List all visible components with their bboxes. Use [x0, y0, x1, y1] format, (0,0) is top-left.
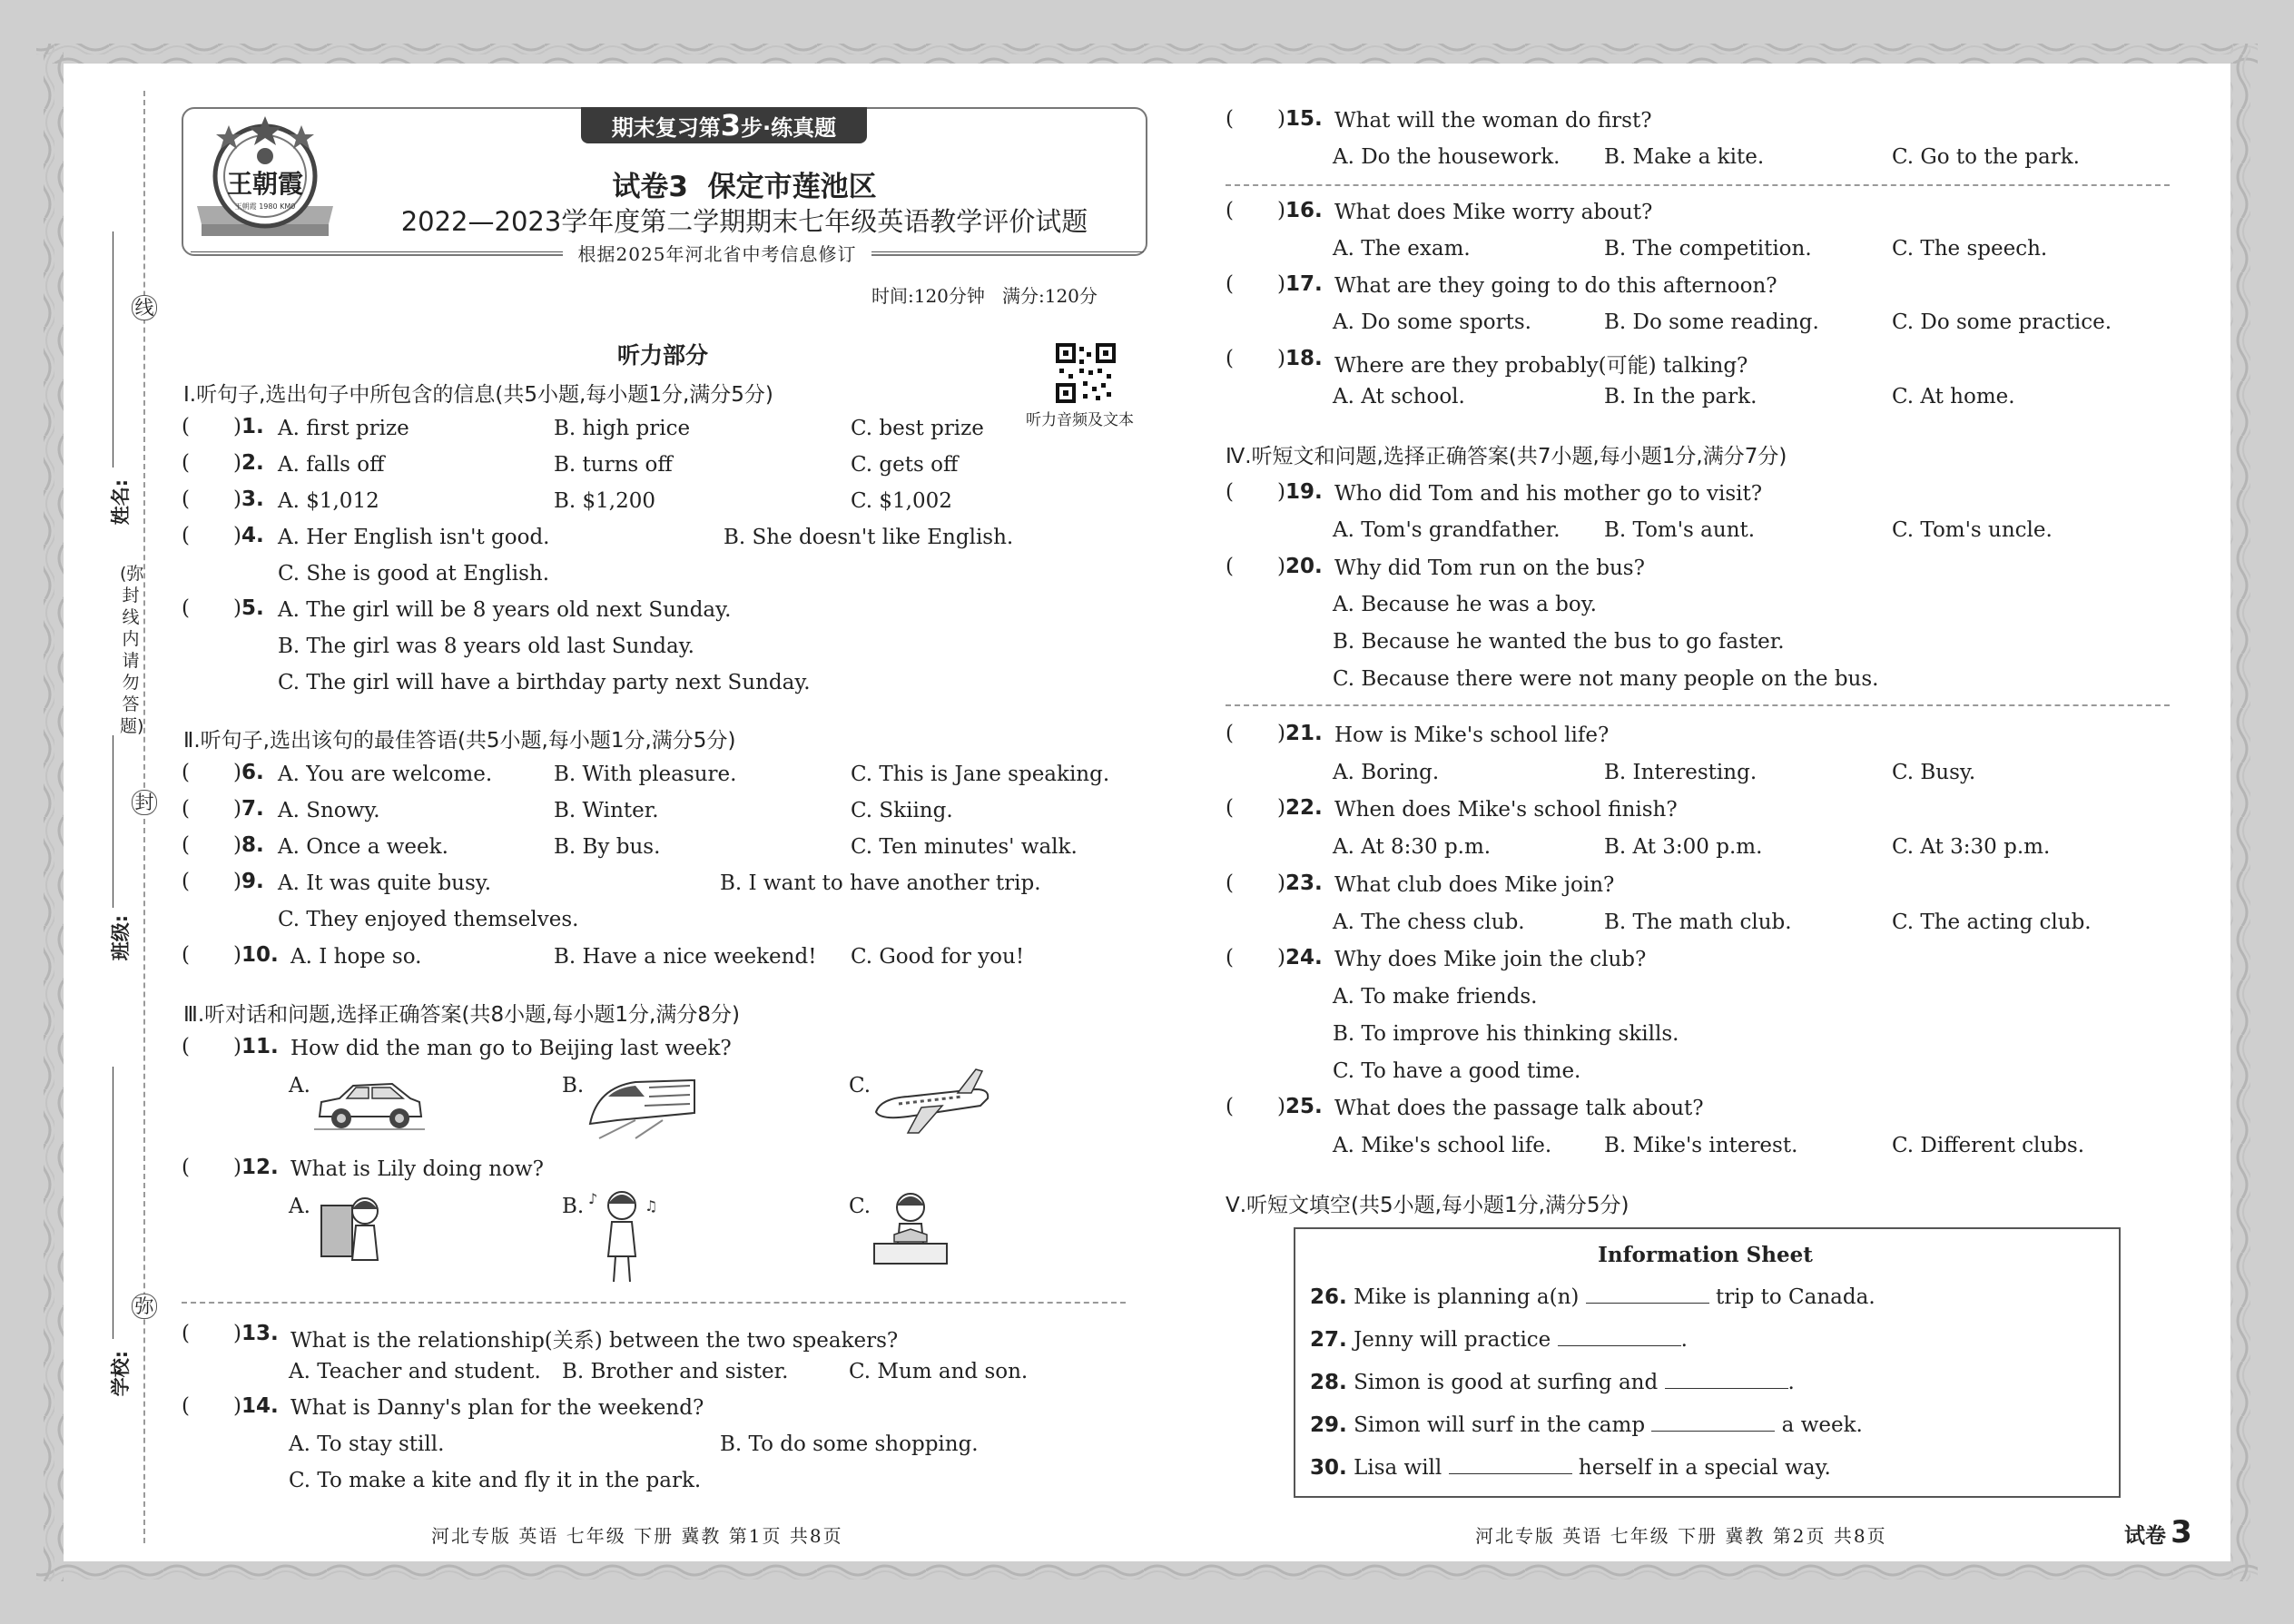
q15-option-b[interactable]: B. Make a kite.	[1604, 145, 1765, 169]
q23-option-c[interactable]: C. The acting club.	[1892, 910, 2092, 934]
q17-option-c[interactable]: C. Do some practice.	[1892, 310, 2112, 334]
q6-option-a[interactable]: A. You are welcome.	[278, 763, 493, 786]
q14-option-b[interactable]: B. To do some shopping.	[720, 1432, 979, 1456]
q6-option-c[interactable]: C. This is Jane speaking.	[851, 763, 1110, 786]
q23-option-a[interactable]: A. The chess club.	[1333, 910, 1525, 934]
q9-option-b[interactable]: B. I want to have another trip.	[720, 871, 1041, 895]
section-4-heading: Ⅳ.听短文和问题,选择正确答案(共7小题,每小题1分,满分7分)	[1226, 445, 1787, 468]
binding-mark-feng: 封	[132, 790, 157, 815]
time-score: 时间:120分钟 满分:120分	[871, 285, 1098, 307]
q8-option-a[interactable]: A. Once a week.	[278, 835, 448, 859]
q18-question: Where are they probably(可能) talking?	[1334, 354, 1748, 378]
q2-option-c[interactable]: C. gets off	[851, 453, 959, 477]
q19-option-b[interactable]: B. Tom's aunt.	[1604, 518, 1756, 542]
q19-option-a[interactable]: A. Tom's grandfather.	[1333, 518, 1561, 542]
section-divider	[1226, 184, 2170, 186]
answer-paren[interactable]: ( )23.	[1226, 871, 1323, 895]
q3-option-c[interactable]: C. $1,002	[851, 489, 952, 513]
q7-option-c[interactable]: C. Skiing.	[851, 799, 953, 822]
q3-option-a[interactable]: A. $1,012	[278, 489, 379, 513]
paper-badge: 试卷 3	[2124, 1514, 2192, 1550]
q5-option-b[interactable]: B. The girl was 8 years old last Sunday.	[278, 635, 694, 658]
answer-paren[interactable]: ( )20.	[1226, 555, 1323, 578]
school-label: 学校:	[110, 1350, 132, 1397]
q2-option-a[interactable]: A. falls off	[278, 453, 385, 477]
q1-option-b[interactable]: B. high price	[554, 417, 691, 440]
class-label: 班级:	[110, 914, 132, 961]
blank-30[interactable]	[1449, 1473, 1572, 1474]
info-line-29: 29. Simon will surf in the camp a week.	[1310, 1413, 1863, 1437]
q8-option-c[interactable]: C. Ten minutes' walk.	[851, 835, 1078, 859]
footer-right: 河北专版 英语 七年级 下册 冀教 第2页 共8页	[1475, 1525, 1887, 1547]
q1-option-a[interactable]: A. first prize	[278, 417, 409, 440]
q13-option-a[interactable]: A. Teacher and student.	[289, 1360, 541, 1383]
answer-paren[interactable]: ( )6.	[182, 761, 264, 784]
q8-option-b[interactable]: B. By bus.	[554, 835, 661, 859]
q11-question: How did the man go to Beijing last week?	[290, 1037, 732, 1060]
q9-option-c[interactable]: C. They enjoyed themselves.	[278, 908, 579, 931]
q24-option-a[interactable]: A. To make friends.	[1333, 985, 1538, 1009]
info-line-27: 27. Jenny will practice .	[1310, 1328, 1688, 1352]
answer-paren[interactable]: ( )24.	[1226, 946, 1323, 969]
q12-question: What is Lily doing now?	[290, 1157, 544, 1181]
answer-paren[interactable]: ( )3.	[182, 487, 264, 511]
name-label: 姓名:	[110, 478, 132, 526]
q24-option-b[interactable]: B. To improve his thinking skills.	[1333, 1022, 1679, 1046]
info-sheet-title: Information Sheet	[1598, 1243, 1813, 1267]
girl-reading-image[interactable]	[867, 1187, 953, 1274]
q9-option-a[interactable]: A. It was quite busy.	[278, 871, 492, 895]
q15-option-c[interactable]: C. Go to the park.	[1892, 145, 2080, 169]
q19-option-c[interactable]: C. Tom's uncle.	[1892, 518, 2053, 542]
train-image[interactable]	[581, 1069, 699, 1142]
qr-code-icon[interactable]	[1056, 343, 1116, 403]
q21-option-b[interactable]: B. Interesting.	[1604, 761, 1757, 784]
q11-option-a[interactable]: A.	[289, 1074, 310, 1097]
q21-option-c[interactable]: C. Busy.	[1892, 761, 1976, 784]
q25-option-c[interactable]: C. Different clubs.	[1892, 1134, 2085, 1157]
answer-paren[interactable]: ( )17.	[1226, 272, 1323, 296]
blank-28[interactable]	[1665, 1388, 1788, 1389]
q22-option-b[interactable]: B. At 3:00 p.m.	[1604, 835, 1763, 859]
answer-paren[interactable]: ( )16.	[1226, 199, 1323, 222]
header-banner: 期末复习第3步·练真题	[581, 107, 867, 143]
q16-question: What does Mike worry about?	[1334, 201, 1653, 224]
revision-note: 根据2025年河北省中考信息修订	[563, 240, 871, 266]
exam-subtitle: 2022—2023学年度第二学期期末七年级英语教学评价试题	[400, 206, 1088, 237]
q6-option-b[interactable]: B. With pleasure.	[554, 763, 737, 786]
svg-text:王朝霞: 王朝霞	[226, 169, 304, 199]
q20-option-a[interactable]: A. Because he was a boy.	[1333, 593, 1597, 616]
girl-painting-image[interactable]	[318, 1189, 390, 1275]
q14-option-a[interactable]: A. To stay still.	[289, 1432, 445, 1456]
answer-paren[interactable]: ( )21.	[1226, 722, 1323, 745]
q12-option-a[interactable]: A.	[289, 1195, 310, 1218]
q16-option-b[interactable]: B. The competition.	[1604, 237, 1812, 261]
listening-heading: 听力部分	[616, 342, 708, 369]
q1-option-c[interactable]: C. best prize	[851, 417, 984, 440]
answer-paren[interactable]: ( )12.	[182, 1156, 279, 1179]
q3-option-b[interactable]: B. $1,200	[554, 489, 656, 513]
section-1-heading: Ⅰ.听句子,选出句子中所包含的信息(共5小题,每小题1分,满分5分)	[183, 383, 773, 407]
svg-text:♪: ♪	[588, 1190, 598, 1207]
q25-question: What does the passage talk about?	[1334, 1097, 1704, 1120]
answer-paren[interactable]: ( )14.	[182, 1394, 279, 1418]
q23-question: What club does Mike join?	[1334, 873, 1615, 897]
q15-option-a[interactable]: A. Do the housework.	[1333, 145, 1561, 169]
q13-question: What is the relationship(关系) between the two speakers?	[290, 1329, 899, 1353]
q14-question: What is Danny's plan for the weekend?	[290, 1396, 704, 1420]
q16-option-c[interactable]: C. The speech.	[1892, 237, 2048, 261]
q16-option-a[interactable]: A. The exam.	[1333, 237, 1471, 261]
q10-option-b[interactable]: B. Have a nice weekend!	[554, 945, 817, 969]
q17-option-b[interactable]: B. Do some reading.	[1604, 310, 1819, 334]
q22-option-a[interactable]: A. At 8:30 p.m.	[1333, 835, 1492, 859]
blank-29[interactable]	[1651, 1431, 1775, 1432]
qr-caption: 听力音频及文本	[1026, 411, 1134, 429]
answer-paren[interactable]: ( )5.	[182, 596, 264, 620]
q5-option-a[interactable]: A. The girl will be 8 years old next Sunday.	[278, 598, 732, 622]
q17-question: What are they going to do this afternoon?	[1334, 274, 1777, 298]
section-5-heading: Ⅴ.听短文填空(共5小题,每小题1分,满分5分)	[1226, 1194, 1629, 1217]
q25-option-b[interactable]: B. Mike's interest.	[1604, 1134, 1798, 1157]
answer-paren[interactable]: ( )18.	[1226, 347, 1323, 370]
q20-question: Why did Tom run on the bus?	[1334, 556, 1645, 580]
svg-text:王朝霞 1980 KM0: 王朝霞 1980 KM0	[234, 202, 296, 211]
q20-option-b[interactable]: B. Because he wanted the bus to go faster.	[1333, 630, 1785, 654]
exam-title: 试卷3 保定市莲池区	[612, 171, 877, 203]
svg-text:♫: ♫	[645, 1197, 658, 1215]
blank-27[interactable]	[1558, 1345, 1681, 1346]
q11-option-c[interactable]: C.	[849, 1074, 871, 1097]
q24-question: Why does Mike join the club?	[1334, 948, 1647, 971]
q10-option-a[interactable]: A. I hope so.	[290, 945, 422, 969]
q11-option-b[interactable]: B.	[562, 1074, 585, 1097]
airplane-image[interactable]	[871, 1062, 994, 1139]
q13-option-c[interactable]: C. Mum and son.	[849, 1360, 1029, 1383]
answer-paren[interactable]: ( )7.	[182, 797, 264, 821]
binding-mark-mi: 弥	[132, 1294, 157, 1319]
q15-question: What will the woman do first?	[1334, 109, 1652, 133]
car-image[interactable]	[312, 1073, 426, 1137]
footer-left: 河北专版 英语 七年级 下册 冀教 第1页 共8页	[431, 1525, 843, 1547]
q25-option-a[interactable]: A. Mike's school life.	[1333, 1134, 1552, 1157]
q13-option-b[interactable]: B. Brother and sister.	[562, 1360, 789, 1383]
answer-paren[interactable]: ( )13.	[182, 1322, 279, 1345]
q12-option-b[interactable]: B.	[562, 1195, 585, 1218]
section-2-heading: Ⅱ.听句子,选出该句的最佳答语(共5小题,每小题1分,满分5分)	[183, 729, 736, 753]
q24-option-c[interactable]: C. To have a good time.	[1333, 1059, 1581, 1083]
q21-question: How is Mike's school life?	[1334, 723, 1610, 747]
q18-option-b[interactable]: B. In the park.	[1604, 385, 1757, 408]
answer-paren[interactable]: ( )15.	[1226, 107, 1323, 131]
q4-option-a[interactable]: A. Her English isn't good.	[278, 526, 550, 549]
answer-paren[interactable]: ( )1.	[182, 415, 264, 438]
binding-mark-xian: 线	[132, 295, 157, 320]
section-divider	[1226, 704, 2170, 706]
info-line-30: 30. Lisa will herself in a special way.	[1310, 1456, 1831, 1480]
q7-option-a[interactable]: A. Snowy.	[278, 799, 380, 822]
q4-option-b[interactable]: B. She doesn't like English.	[724, 526, 1014, 549]
q4-option-c[interactable]: C. She is good at English.	[278, 562, 550, 586]
q22-option-c[interactable]: C. At 3:30 p.m.	[1892, 835, 2051, 859]
answer-paren[interactable]: ( )2.	[182, 451, 264, 475]
q5-option-c[interactable]: C. The girl will have a birthday party next Sunday.	[278, 671, 811, 694]
section-3-heading: Ⅲ.听对话和问题,选择正确答案(共8小题,每小题1分,满分8分)	[183, 1003, 740, 1027]
info-line-26: 26. Mike is planning a(n) trip to Canada.	[1310, 1285, 1876, 1309]
blank-26[interactable]	[1586, 1303, 1709, 1304]
girl-singing-image[interactable]	[581, 1184, 663, 1288]
q23-option-b[interactable]: B. The math club.	[1604, 910, 1792, 934]
binding-note: (弥封线内请勿答题)	[120, 564, 144, 736]
q2-option-b[interactable]: B. turns off	[554, 453, 673, 477]
q14-option-c[interactable]: C. To make a kite and fly it in the park.	[289, 1469, 702, 1492]
answer-paren[interactable]: ( )19.	[1226, 480, 1323, 504]
q18-option-c[interactable]: C. At home.	[1892, 385, 2015, 408]
publisher-logo	[192, 111, 338, 247]
q19-question: Who did Tom and his mother go to visit?	[1334, 482, 1763, 506]
q21-option-a[interactable]: A. Boring.	[1333, 761, 1440, 784]
q18-option-a[interactable]: A. At school.	[1333, 385, 1465, 408]
answer-paren[interactable]: ( )10.	[182, 943, 279, 967]
answer-paren[interactable]: ( )22.	[1226, 796, 1323, 820]
answer-paren[interactable]: ( )25.	[1226, 1095, 1323, 1118]
answer-paren[interactable]: ( )8.	[182, 833, 264, 857]
q10-option-c[interactable]: C. Good for you!	[851, 945, 1025, 969]
info-line-28: 28. Simon is good at surfing and .	[1310, 1371, 1795, 1394]
q12-option-c[interactable]: C.	[849, 1195, 871, 1218]
q22-question: When does Mike's school finish?	[1334, 798, 1678, 822]
section-divider	[182, 1302, 1126, 1304]
q17-option-a[interactable]: A. Do some sports.	[1333, 310, 1531, 334]
q20-option-c[interactable]: C. Because there were not many people on the bus.	[1333, 667, 1879, 691]
answer-paren[interactable]: ( )11.	[182, 1035, 279, 1058]
answer-paren[interactable]: ( )4.	[182, 524, 264, 547]
q7-option-b[interactable]: B. Winter.	[554, 799, 659, 822]
answer-paren[interactable]: ( )9.	[182, 870, 264, 893]
